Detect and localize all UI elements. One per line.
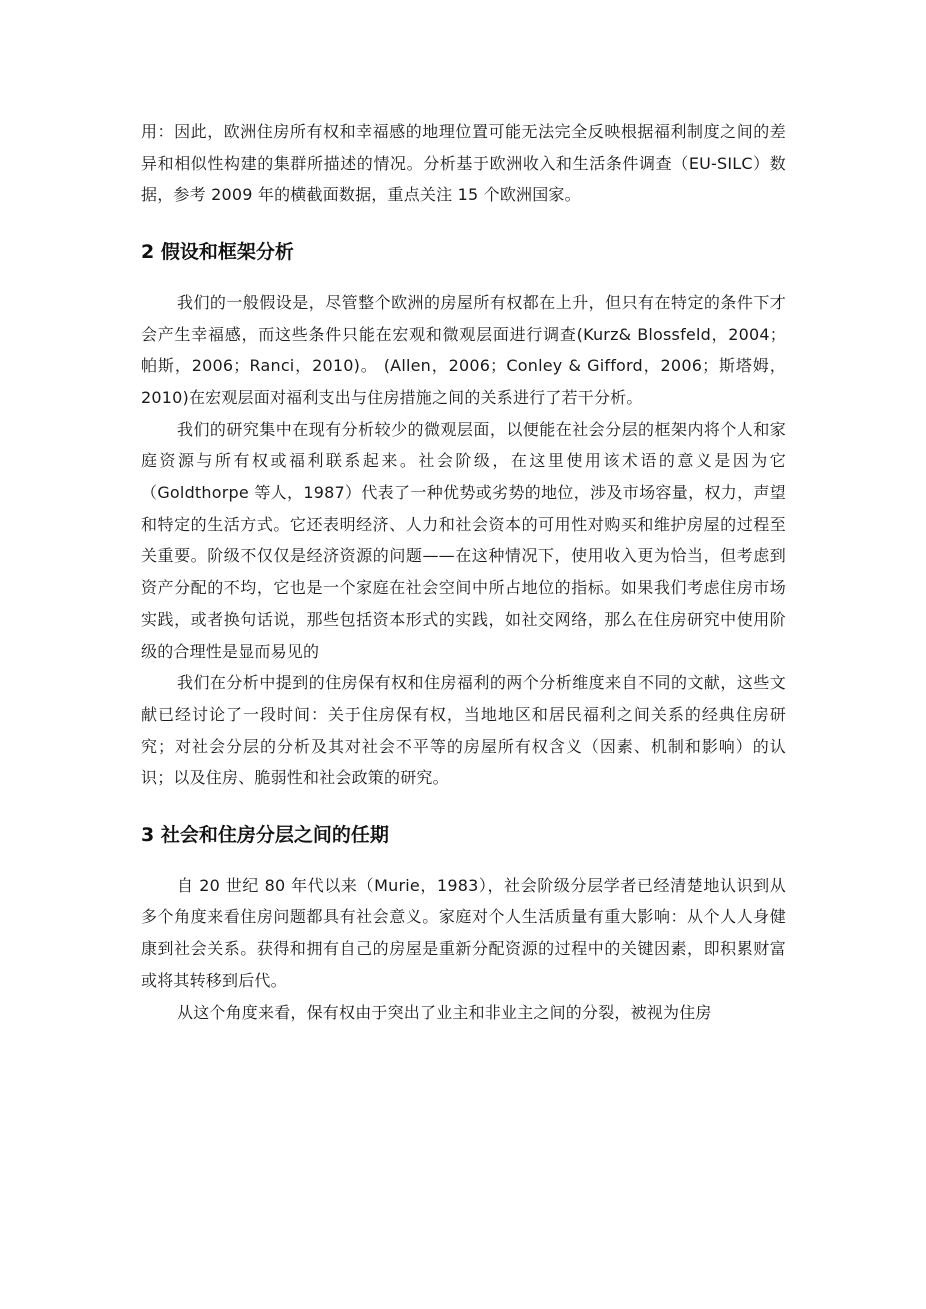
paragraph-tenure-divide: 从这个角度来看，保有权由于突出了业主和非业主之间的分裂，被视为住房 xyxy=(177,1002,712,1022)
paragraph-micro-level: 我们的研究集中在现有分析较少的微观层面，以便能在社会分层的框架内将个人和家庭资源与所有权或福利联系起来。社会阶级，在这里使用该术语的意义是因为它（Goldthorpe 等人，1987）代表了一种优势或劣势的地位，涉及市场容量，权力，声望和特定的生活方式。它还表明经济、人力和社会资本的可用性对购买和维护房屋的过程至关重要。阶级不仅仅是经济资源的问题——在这种情况下，使用收入更为恰当，但考虑到资产分配的不均，它也是一个家庭在社会空间中所占地位的指标。如果我们考虑住房市场实践，或者换句话说，那些包括资本形式的实践，如社交网络，那么在住房研究中使用阶级的合理性是显而易见的 xyxy=(141,419,786,661)
document-body xyxy=(141,116,786,1028)
paragraph-hypothesis: 我们的一般假设是，尽管整个欧洲的房屋所有权都在上升，但只有在特定的条件下才会产生幸福感，而这些条件只能在宏观和微观层面进行调查(Kurz& Blossfeld，2004；帕斯，2006；Ranci，2010)。 (Allen，2006；Conley & Gifford，2006；斯塔姆，2010)在宏观层面对福利支出与住房措施之间的关系进行了若干分析。 xyxy=(141,292,786,407)
paragraph-since-1980s: 自 20 世纪 80 年代以来（Murie，1983），社会阶级分层学者已经清楚地认识到从多个角度来看住房问题都具有社会意义。家庭对个人生活质量有重大影响：从个人人身健康到社会关系。获得和拥有自己的房屋是重新分配资源的过程中的关键因素，即积累财富或将其转移到后代。 xyxy=(141,875,786,990)
paragraph-intro-continuation: 用：因此，欧洲住房所有权和幸福感的地理位置可能无法完全反映根据福利制度之间的差异和相似性构建的集群所描述的情况。分析基于欧洲收入和生活条件调查（EU-SILC）数据，参考 2009 年的横截面数据，重点关注 15 个欧洲国家。 xyxy=(141,122,786,205)
paragraph-dimensions: 我们在分析中提到的住房保有权和住房福利的两个分析维度来自不同的文献，这些文献已经讨论了一段时间：关于住房保有权，当地地区和居民福利之间关系的经典住房研究；对社会分层的分析及其对社会不平等的房屋所有权含义（因素、机制和影响）的认识；以及住房、脆弱性和社会政策的研究。 xyxy=(141,673,786,788)
section-heading-3: 3 社会和住房分层之间的任期 xyxy=(141,824,389,847)
section-heading-2: 2 假设和框架分析 xyxy=(141,241,294,264)
